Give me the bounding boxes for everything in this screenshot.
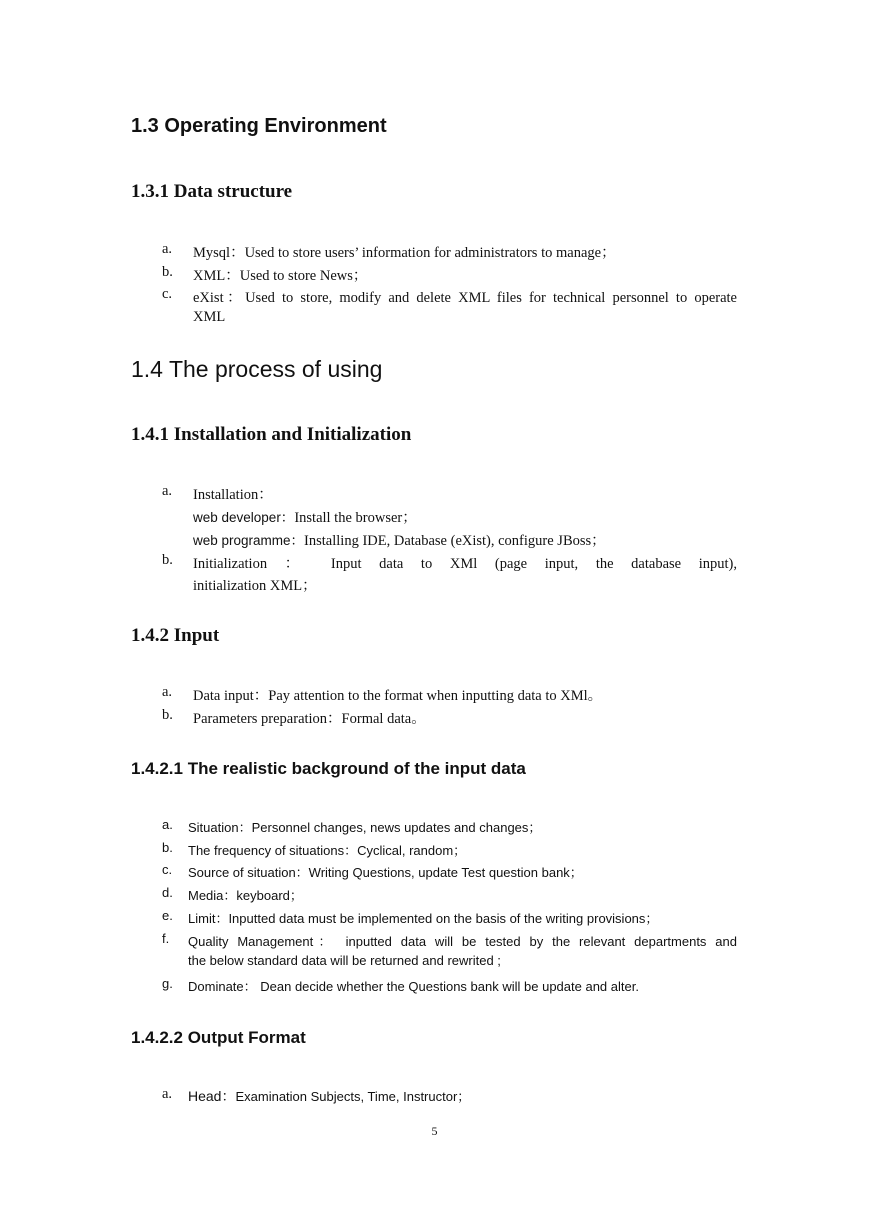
heading-1-4-1: 1.4.1 Installation and Initialization	[131, 424, 412, 445]
list-item-text-continued: the below standard data will be returned and rewrited ;	[188, 953, 501, 968]
sub-item-label: web developer：	[193, 510, 295, 525]
list-item-text: Mysql：Used to store users’ information for administrators to manage；	[193, 245, 616, 261]
heading-1-4-2: 1.4.2 Input	[131, 625, 220, 646]
heading-1-4: 1.4 The process of using	[131, 356, 383, 382]
list-item	[188, 1086, 470, 1106]
list-marker: e.	[162, 908, 173, 923]
sub-item-text: Installing IDE, Database (eXist), configure JBoss；	[304, 533, 606, 549]
list-item-text-continued: initialization XML；	[193, 578, 317, 594]
list-marker: b.	[162, 840, 173, 855]
heading-1-4-2-1: 1.4.2.1 The realistic background of the input data	[131, 759, 526, 778]
heading-1-4-2-2: 1.4.2.2 Output Format	[131, 1028, 306, 1047]
list-item-text: eXist：Used to store, modify and delete XML files for technical personnel to operate	[193, 290, 737, 306]
list-marker: d.	[162, 885, 173, 900]
list-item-text: Examination Subjects, Time, Instructor；	[235, 1089, 471, 1104]
list-item-label: Head：	[188, 1088, 236, 1104]
list-marker: a.	[162, 684, 173, 700]
sub-item-text: Install the browser；	[294, 510, 417, 526]
sub-item-label: web programme：	[193, 533, 305, 548]
list-marker: a.	[162, 817, 173, 832]
list-marker: a.	[162, 483, 173, 499]
list-item-text: Quality Management： inputted data will be tested by the relevant departments and	[188, 934, 737, 949]
heading-1-3: 1.3 Operating Environment	[131, 115, 387, 137]
list-item-text: Source of situation：Writing Questions, update Test question bank；	[188, 865, 583, 880]
list-marker: c.	[162, 286, 173, 302]
list-marker: b.	[162, 552, 173, 568]
list-item-text: Initialization ： Input data to XMl (page input, the database input),	[193, 556, 737, 572]
list-item-text: The frequency of situations：Cyclical, random；	[188, 843, 467, 858]
list-item-text: Data input：Pay attention to the format when inputting data to XMl。	[193, 688, 603, 704]
list-marker: a.	[162, 241, 173, 257]
list-item-text: Limit：Inputted data must be implemented on the basis of the writing provisions；	[188, 911, 659, 926]
sub-item	[193, 506, 417, 527]
list-marker: b.	[162, 264, 173, 280]
list-marker: c.	[162, 862, 173, 877]
list-item-text: Situation：Personnel changes, news updates and changes；	[188, 820, 542, 835]
list-item-text: XML：Used to store News；	[193, 268, 368, 284]
list-marker: g.	[162, 976, 173, 991]
list-item-text: Media：keyboard；	[188, 888, 303, 903]
list-item-text: Dominate： Dean decide whether the Questions bank will be update and alter.	[188, 979, 639, 994]
sub-item	[193, 529, 606, 550]
heading-1-3-1: 1.3.1 Data structure	[131, 181, 293, 202]
list-marker: f.	[162, 931, 170, 946]
list-marker: b.	[162, 707, 173, 723]
list-marker: a.	[162, 1086, 173, 1102]
list-item-text-continued: XML	[193, 309, 226, 325]
page-number: 5	[431, 1124, 438, 1138]
list-item-text: Installation：	[193, 487, 273, 503]
list-item-text: Parameters preparation：Formal data。	[193, 711, 426, 727]
